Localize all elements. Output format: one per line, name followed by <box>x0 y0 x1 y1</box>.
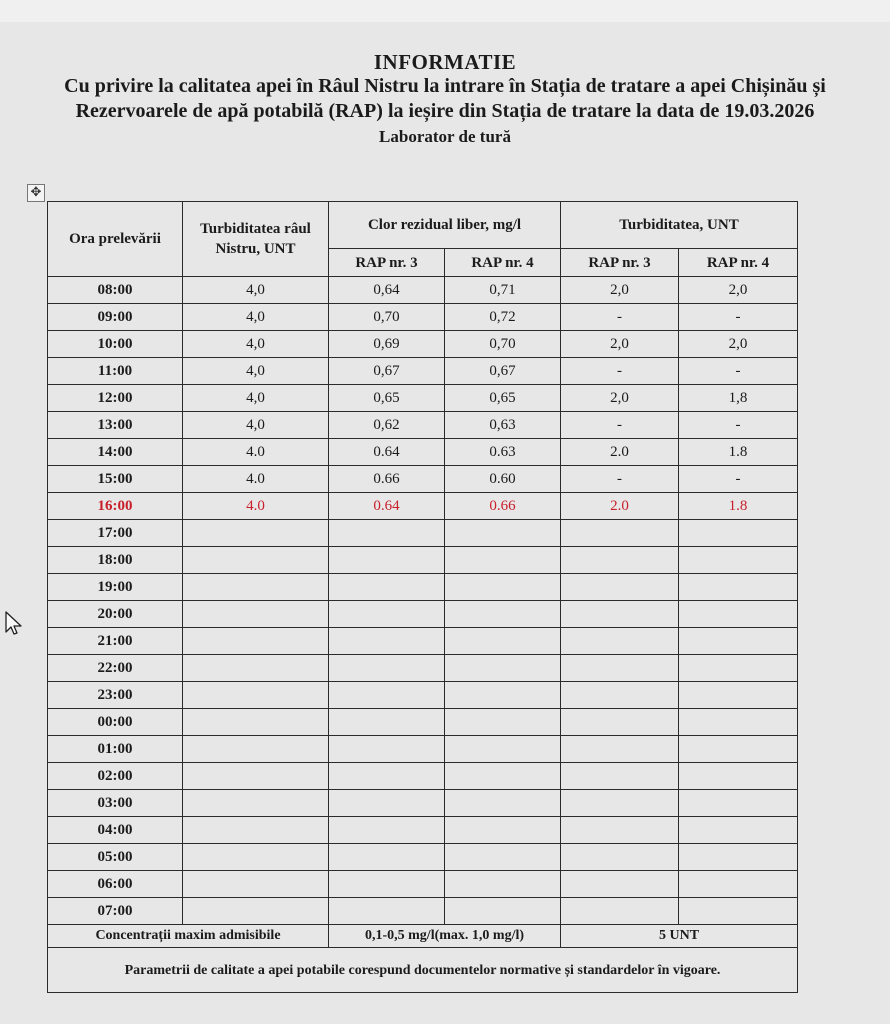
turbiditate-raul-cell <box>183 871 329 898</box>
table-row <box>48 574 798 601</box>
time-cell: 17:00 <box>48 520 183 547</box>
table-row <box>48 439 798 466</box>
time-cell: 13:00 <box>48 412 183 439</box>
clor-rap3-cell <box>329 628 445 655</box>
clor-rap3-cell <box>329 709 445 736</box>
turb-rap4-cell <box>679 844 798 871</box>
clor-rap3-cell <box>329 898 445 925</box>
turb-rap4-cell <box>679 817 798 844</box>
turb-rap3-cell <box>561 871 679 898</box>
time-cell: 04:00 <box>48 817 183 844</box>
turbiditate-raul-cell: 4,0 <box>183 304 329 331</box>
turb-rap3-cell <box>561 817 679 844</box>
turb-rap4-cell <box>679 547 798 574</box>
turb-rap4-cell <box>679 655 798 682</box>
table-row <box>48 331 798 358</box>
clor-rap4-cell <box>445 628 561 655</box>
table-row <box>48 493 798 520</box>
turb-rap3-cell: - <box>561 304 679 331</box>
clor-rap4-cell: 0,71 <box>445 277 561 304</box>
time-cell: 15:00 <box>48 466 183 493</box>
turb-rap4-cell: 1,8 <box>679 385 798 412</box>
clor-rap4-cell <box>445 601 561 628</box>
clor-rap3-cell <box>329 520 445 547</box>
table-row <box>48 790 798 817</box>
table-row <box>48 871 798 898</box>
clor-rap3-cell: 0.66 <box>329 466 445 493</box>
time-cell: 05:00 <box>48 844 183 871</box>
time-cell: 11:00 <box>48 358 183 385</box>
time-cell: 02:00 <box>48 763 183 790</box>
clor-rap4-cell <box>445 520 561 547</box>
turb-rap3-cell: 2,0 <box>561 277 679 304</box>
clor-rap3-cell: 0,62 <box>329 412 445 439</box>
time-cell: 16:00 <box>48 493 183 520</box>
clor-rap4-cell <box>445 763 561 790</box>
turb-rap4-cell: 1.8 <box>679 493 798 520</box>
turb-rap4-cell: 2,0 <box>679 277 798 304</box>
clor-rap3-cell <box>329 655 445 682</box>
table-row <box>48 304 798 331</box>
water-quality-table <box>47 201 798 993</box>
turb-rap4-cell: - <box>679 358 798 385</box>
turb-rap3-cell <box>561 601 679 628</box>
turb-rap3-cell: - <box>561 466 679 493</box>
time-cell: 23:00 <box>48 682 183 709</box>
table-row <box>48 520 798 547</box>
turbiditate-raul-cell <box>183 763 329 790</box>
turbiditate-raul-cell <box>183 628 329 655</box>
cma-label: Concentrații maxim admisibile <box>48 925 329 948</box>
table-row <box>48 736 798 763</box>
clor-rap4-cell <box>445 790 561 817</box>
clor-rap4-cell: 0,70 <box>445 331 561 358</box>
clor-rap4-cell: 0.60 <box>445 466 561 493</box>
table-row <box>48 898 798 925</box>
clor-rap4-cell <box>445 547 561 574</box>
table-row <box>48 817 798 844</box>
turb-rap3-cell <box>561 547 679 574</box>
table-row <box>48 358 798 385</box>
header-clor-rap3: RAP nr. 3 <box>329 249 445 277</box>
turb-rap4-cell <box>679 763 798 790</box>
header-ora-prelevarii: Ora prelevării <box>48 202 183 277</box>
time-cell: 21:00 <box>48 628 183 655</box>
turb-rap3-cell <box>561 574 679 601</box>
time-cell: 10:00 <box>48 331 183 358</box>
turbiditate-raul-cell: 4,0 <box>183 385 329 412</box>
time-cell: 14:00 <box>48 439 183 466</box>
turb-rap4-cell <box>679 574 798 601</box>
time-cell: 12:00 <box>48 385 183 412</box>
clor-rap3-cell <box>329 736 445 763</box>
clor-rap3-cell <box>329 763 445 790</box>
time-cell: 01:00 <box>48 736 183 763</box>
turb-rap4-cell <box>679 709 798 736</box>
table-row <box>48 682 798 709</box>
document-title: INFORMATIE <box>373 50 517 74</box>
header-clor-rezidual: Clor rezidual liber, mg/l <box>329 202 561 249</box>
turb-rap4-cell <box>679 628 798 655</box>
clor-rap4-cell <box>445 898 561 925</box>
turbiditate-raul-cell: 4,0 <box>183 277 329 304</box>
table-row <box>48 844 798 871</box>
clor-rap4-cell <box>445 682 561 709</box>
turb-rap4-cell: - <box>679 412 798 439</box>
table-row <box>48 412 798 439</box>
table-row <box>48 601 798 628</box>
turb-rap3-cell: 2,0 <box>561 385 679 412</box>
time-cell: 19:00 <box>48 574 183 601</box>
turb-rap3-cell: 2.0 <box>561 493 679 520</box>
time-cell: 18:00 <box>48 547 183 574</box>
window-top-bar <box>0 0 890 23</box>
turb-rap4-cell <box>679 520 798 547</box>
document-subtitle: Cu privire la calitatea apei în Râul Nistru la intrare în Stația de tratare a apei Chișinău și Rezervoarele de apă potabilă (RAP) la ieșire din Stația de tratare la data de 19.03.2026 <box>64 75 826 122</box>
turb-rap3-cell <box>561 763 679 790</box>
clor-rap4-cell: 0,72 <box>445 304 561 331</box>
header-turbiditate: Turbiditatea, UNT <box>561 202 798 249</box>
turbiditate-raul-cell <box>183 817 329 844</box>
clor-rap4-cell: 0,65 <box>445 385 561 412</box>
turbiditate-raul-cell <box>183 790 329 817</box>
clor-rap3-cell <box>329 601 445 628</box>
turb-rap4-cell: - <box>679 466 798 493</box>
clor-rap3-cell <box>329 682 445 709</box>
clor-rap3-cell: 0.64 <box>329 439 445 466</box>
clor-rap4-cell <box>445 655 561 682</box>
clor-rap3-cell <box>329 574 445 601</box>
turb-rap3-cell <box>561 898 679 925</box>
turbiditate-raul-cell <box>183 655 329 682</box>
clor-rap3-cell: 0,69 <box>329 331 445 358</box>
turb-rap3-cell <box>561 844 679 871</box>
turbiditate-raul-cell <box>183 898 329 925</box>
clor-rap3-cell <box>329 547 445 574</box>
clor-rap3-cell: 0,67 <box>329 358 445 385</box>
time-cell: 22:00 <box>48 655 183 682</box>
clor-rap4-cell <box>445 574 561 601</box>
turbiditate-raul-cell <box>183 709 329 736</box>
turb-rap4-cell: 2,0 <box>679 331 798 358</box>
clor-rap4-cell: 0,67 <box>445 358 561 385</box>
turb-rap3-cell: - <box>561 358 679 385</box>
turbiditate-raul-cell <box>183 520 329 547</box>
clor-rap4-cell <box>445 817 561 844</box>
time-cell: 09:00 <box>48 304 183 331</box>
turb-rap4-cell <box>679 682 798 709</box>
turbiditate-raul-cell <box>183 574 329 601</box>
clor-rap4-cell: 0,63 <box>445 412 561 439</box>
turbiditate-raul-cell: 4.0 <box>183 439 329 466</box>
turb-rap4-cell: - <box>679 304 798 331</box>
clor-rap3-cell: 0.64 <box>329 493 445 520</box>
time-cell: 00:00 <box>48 709 183 736</box>
table-row <box>48 277 798 304</box>
clor-rap4-cell <box>445 871 561 898</box>
clor-rap3-cell: 0,65 <box>329 385 445 412</box>
turb-rap3-cell <box>561 736 679 763</box>
turbiditate-raul-cell: 4.0 <box>183 466 329 493</box>
table-row <box>48 655 798 682</box>
turbiditate-raul-cell <box>183 547 329 574</box>
table-row <box>48 547 798 574</box>
turb-rap3-cell: 2.0 <box>561 439 679 466</box>
clor-rap4-cell: 0.66 <box>445 493 561 520</box>
turbiditate-raul-cell: 4,0 <box>183 331 329 358</box>
turbiditate-raul-cell <box>183 844 329 871</box>
document-heading <box>0 50 890 148</box>
time-cell: 06:00 <box>48 871 183 898</box>
turb-rap4-cell <box>679 790 798 817</box>
time-cell: 08:00 <box>48 277 183 304</box>
turb-rap3-cell <box>561 655 679 682</box>
table-row <box>48 628 798 655</box>
clor-rap3-cell <box>329 790 445 817</box>
header-turbiditate-raul: Turbiditatea râul Nistru, UNT <box>183 202 329 277</box>
lab-label: Laborator de tură <box>379 127 511 146</box>
clor-rap4-cell: 0.63 <box>445 439 561 466</box>
clor-rap3-cell: 0,64 <box>329 277 445 304</box>
mouse-pointer-icon <box>3 610 25 636</box>
table-row <box>48 763 798 790</box>
turb-rap3-cell: - <box>561 412 679 439</box>
turb-rap3-cell <box>561 682 679 709</box>
turbiditate-raul-cell: 4,0 <box>183 358 329 385</box>
clor-rap3-cell: 0,70 <box>329 304 445 331</box>
turbiditate-raul-cell <box>183 736 329 763</box>
turb-rap4-cell: 1.8 <box>679 439 798 466</box>
clor-rap4-cell <box>445 709 561 736</box>
turb-rap3-cell <box>561 520 679 547</box>
turb-rap4-cell <box>679 898 798 925</box>
clor-rap4-cell <box>445 736 561 763</box>
turb-rap3-cell: 2,0 <box>561 331 679 358</box>
turb-rap4-cell <box>679 871 798 898</box>
clor-rap3-cell <box>329 871 445 898</box>
turbiditate-raul-cell <box>183 601 329 628</box>
table-row <box>48 466 798 493</box>
header-clor-rap4: RAP nr. 4 <box>445 249 561 277</box>
turb-rap4-cell <box>679 601 798 628</box>
turb-rap3-cell <box>561 709 679 736</box>
time-cell: 07:00 <box>48 898 183 925</box>
turb-rap3-cell <box>561 628 679 655</box>
table-row <box>48 709 798 736</box>
cma-clor-value: 0,1-0,5 mg/l(max. 1,0 mg/l) <box>329 925 561 948</box>
clor-rap3-cell <box>329 844 445 871</box>
header-turb-rap3: RAP nr. 3 <box>561 249 679 277</box>
turbiditate-raul-cell: 4,0 <box>183 412 329 439</box>
turb-rap4-cell <box>679 736 798 763</box>
table-body <box>48 277 798 925</box>
turbiditate-raul-cell: 4.0 <box>183 493 329 520</box>
clor-rap4-cell <box>445 844 561 871</box>
time-cell: 03:00 <box>48 790 183 817</box>
time-cell: 20:00 <box>48 601 183 628</box>
move-handle-icon[interactable]: ✥ <box>27 184 45 202</box>
cma-turb-value: 5 UNT <box>561 925 798 948</box>
table-row <box>48 385 798 412</box>
compliance-note: Parametrii de calitate a apei potabile corespund documentelor normative și standardelor în vigoare. <box>48 948 798 993</box>
turb-rap3-cell <box>561 790 679 817</box>
clor-rap3-cell <box>329 817 445 844</box>
turbiditate-raul-cell <box>183 682 329 709</box>
header-turb-rap4: RAP nr. 4 <box>679 249 798 277</box>
